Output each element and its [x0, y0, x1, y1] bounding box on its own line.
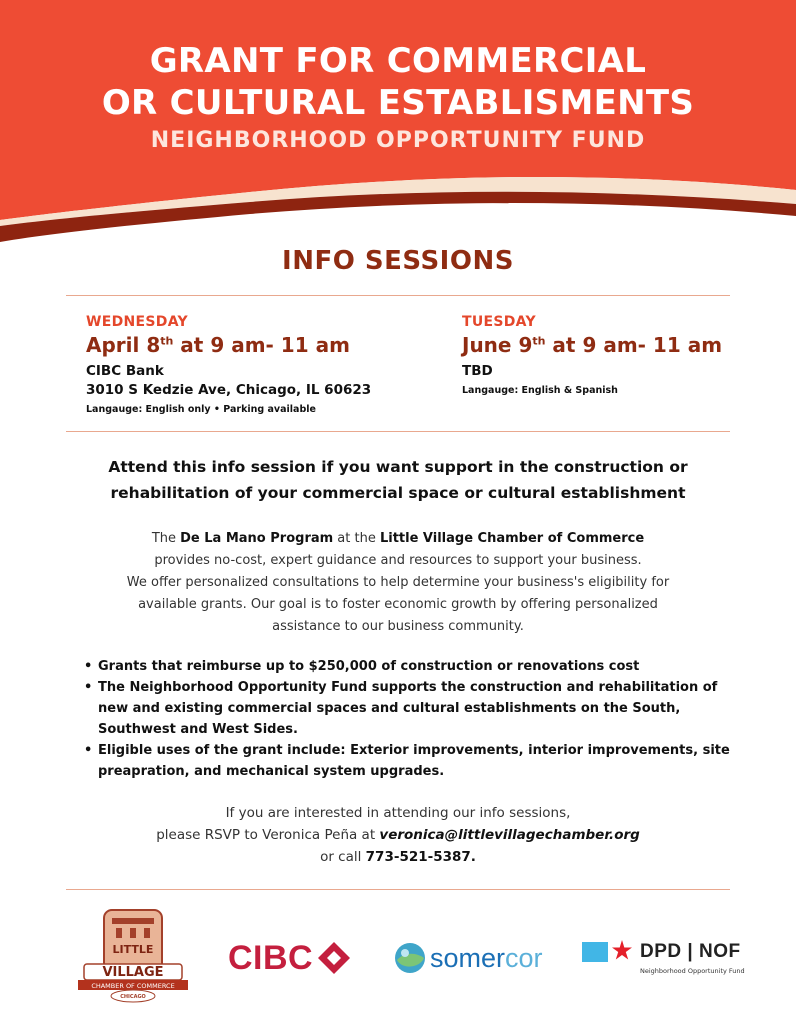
cibc-chevron-icon: [317, 941, 351, 975]
program-intro: [70, 528, 726, 638]
intro-line-2: provides no-cost, expert guidance and resources to support your business.: [154, 553, 642, 568]
session-language: Langauge: English only • Parking available: [86, 404, 316, 415]
session-date: June 9: [462, 333, 533, 357]
session-tuesday: [462, 314, 762, 396]
dpd-nof-wordmark: DPD | NOF: [640, 941, 741, 962]
attend-statement: [60, 454, 736, 506]
rsvp-prefix: please RSVP to Veronica Peña at: [156, 827, 380, 843]
dpd-nof-logo: [582, 938, 745, 982]
bullet-item: • Eligible uses of the grant include: Exterior improvements, interior improvements, site preapration, and mechanical system upgrades.: [84, 740, 734, 782]
session-date: April 8: [86, 333, 161, 357]
little-village-chamber-logo: [74, 908, 192, 1004]
date-suffix: th: [532, 334, 546, 348]
chicago-star-flag-icon: [582, 938, 636, 966]
rsvp-line-2: [60, 824, 736, 846]
lv-logo-banner: CHAMBER OF COMMERCE: [91, 982, 175, 990]
divider-bottom: [66, 889, 730, 890]
intro-line-3: We offer personalized consultations to help determine your business's eligibility for: [126, 575, 670, 590]
title-line-1: GRANT FOR COMMERCIAL: [149, 41, 647, 81]
somercor-word-accent: cor: [505, 942, 543, 973]
cibc-logo: [228, 936, 360, 980]
session-address: 3010 S Kedzie Ave, Chicago, IL 60623: [86, 382, 372, 398]
attend-line-1: Attend this info session if you want support in the construction or: [108, 458, 688, 476]
lv-logo-word-1: LITTLE: [112, 943, 154, 956]
session-time: at 9 am- 11 am: [173, 333, 350, 357]
rsvp-phone[interactable]: 773-521-5387.: [365, 849, 476, 865]
intro-line-4: available grants. Our goal is to foster economic growth by offering personalized: [138, 597, 658, 612]
cibc-wordmark: CIBC: [228, 938, 314, 977]
header-banner: [0, 0, 796, 250]
rsvp-call-prefix: or call: [320, 849, 366, 865]
somercor-logo: [394, 938, 554, 978]
dpd-nof-row: [582, 938, 742, 966]
info-sessions-heading: INFO SESSIONS: [282, 246, 514, 276]
chamber-building-icon: [74, 908, 192, 1004]
somercor-globe-icon: [394, 942, 426, 974]
session-datetime: [462, 333, 762, 357]
title-line-2: OR CULTURAL ESTABLISMENTS: [101, 83, 695, 123]
session-language: Langauge: English & Spanish: [462, 385, 618, 396]
somercor-word-main: somer: [430, 942, 506, 973]
somercor-wordmark: [430, 943, 543, 974]
rsvp-line-3: [60, 846, 736, 868]
program-name: De La Mano Program: [180, 531, 334, 546]
session-place: CIBC Bank: [86, 363, 164, 379]
rsvp-block: [60, 802, 736, 868]
intro-line-5: assistance to our business community.: [272, 619, 524, 634]
subtitle: NEIGHBORHOOD OPPORTUNITY FUND: [150, 128, 646, 153]
session-day: TUESDAY: [462, 314, 536, 330]
intro-line-1: [70, 528, 726, 550]
rsvp-email-link[interactable]: veronica@littlevillagechamber.org: [379, 827, 640, 843]
intro-the: The: [151, 531, 181, 546]
bullet-item: • The Neighborhood Opportunity Fund supports the construction and rehabilitation of new and existing commercial spaces and cultural establishments on the South, Southwest and West Sides.: [84, 677, 734, 740]
session-day: WEDNESDAY: [86, 314, 188, 330]
intro-at-the: at the: [333, 531, 380, 546]
session-wednesday: [86, 314, 446, 415]
session-datetime: [86, 333, 446, 357]
lv-logo-word-2: VILLAGE: [102, 965, 164, 980]
rsvp-line-1: If you are interested in attending our info sessions,: [225, 805, 571, 821]
nof-caption: Neighborhood Opportunity Fund: [640, 967, 745, 975]
session-time: at 9 am- 11 am: [545, 333, 723, 357]
bullet-item: • Grants that reimburse up to $250,000 of construction or renovations cost: [84, 656, 734, 677]
attend-line-2: rehabilitation of your commercial space or cultural establishment: [110, 484, 686, 502]
lv-logo-city: CHICAGO: [120, 994, 146, 1000]
chamber-name: Little Village Chamber of Commerce: [379, 531, 645, 546]
date-suffix: th: [160, 334, 174, 348]
session-place: TBD: [462, 363, 493, 379]
divider-middle: [66, 431, 730, 432]
grant-bullet-list: [84, 656, 734, 782]
divider-top: [66, 295, 730, 296]
